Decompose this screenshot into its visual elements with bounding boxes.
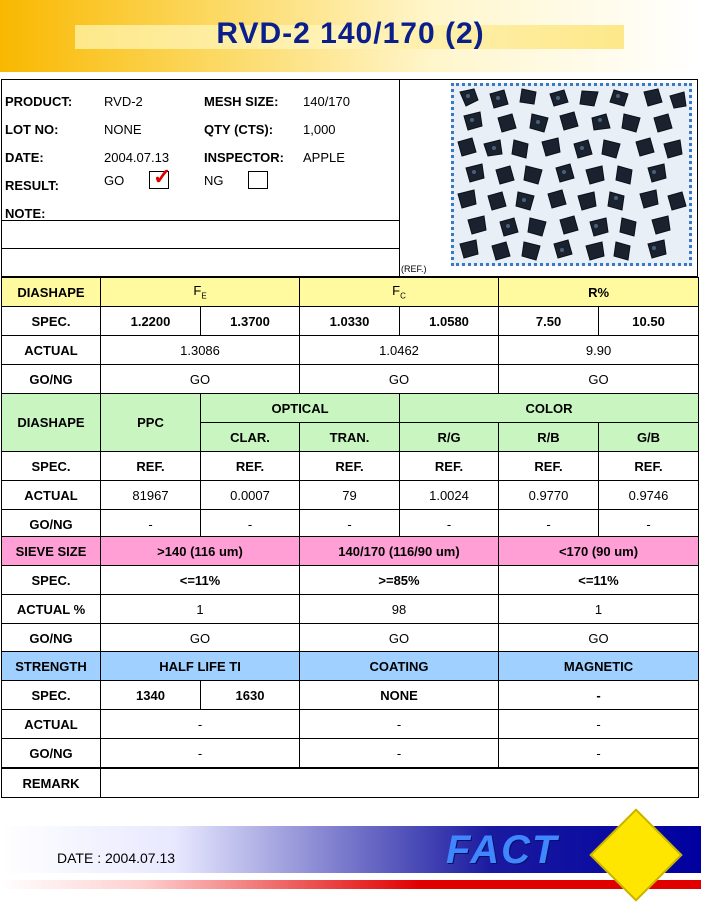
inspector-value: APPLE (303, 150, 345, 165)
fe-symbol: F (193, 283, 202, 299)
sieve-spec-label: SPEC. (2, 566, 101, 595)
ref-note: (REF.) (401, 264, 427, 274)
quality-actual-cell: 1.0024 (400, 481, 499, 510)
shape-gong-cell: GO (499, 365, 699, 394)
shape-spec-cell: 1.0580 (400, 307, 499, 336)
strength-spec-cell: NONE (300, 681, 499, 710)
shape-header-fe (101, 278, 300, 307)
quality-gong-cell: - (101, 510, 201, 539)
sieve-gong-cell: GO (300, 624, 499, 653)
strength-header-halflife: HALF LIFE TI (101, 652, 300, 681)
quality-spec-cell: REF. (300, 452, 400, 481)
page-footer (0, 800, 701, 904)
strength-spec-cell: 1340 (101, 681, 201, 710)
diamond-sample-photo (451, 83, 692, 266)
quality-spec-cell: REF. (499, 452, 599, 481)
info-divider (399, 80, 400, 278)
shape-actual-cell: 1.0462 (300, 336, 499, 365)
quality-actual-cell: 0.9770 (499, 481, 599, 510)
remark-label: REMARK (2, 769, 101, 798)
quality-spec-label: SPEC. (2, 452, 101, 481)
sieve-gong-label: GO/NG (2, 624, 101, 653)
info-panel (1, 79, 698, 277)
lot-value: NONE (104, 122, 142, 137)
fact-logo: FACT (446, 828, 559, 872)
sieve-header-cell: 140/170 (116/90 um) (300, 537, 499, 566)
shape-spec-cell: 7.50 (499, 307, 599, 336)
sieve-header-cell: <170 (90 um) (499, 537, 699, 566)
quality-actual-cell: 81967 (101, 481, 201, 510)
shape-actual-cell: 1.3086 (101, 336, 300, 365)
report-header (0, 0, 701, 72)
quality-gong-cell: - (499, 510, 599, 539)
quality-gong-cell: - (400, 510, 499, 539)
checkmark-icon: ✓ (153, 164, 172, 189)
quality-gong-cell: - (201, 510, 300, 539)
quality-spec-cell: REF. (101, 452, 201, 481)
strength-actual-cell: - (101, 710, 300, 739)
sieve-actual-cell: 1 (101, 595, 300, 624)
quality-header-ppc: PPC (101, 394, 201, 452)
shape-gong-cell: GO (300, 365, 499, 394)
sieve-spec-cell: <=11% (101, 566, 300, 595)
fe-subscript: E (201, 291, 207, 301)
strength-spec-cell: 1630 (201, 681, 300, 710)
footer-date: DATE : 2004.07.13 (57, 850, 176, 866)
shape-gong-label: GO/NG (2, 365, 101, 394)
quality-col-tran: TRAN. (300, 423, 400, 452)
shape-spec-cell: 1.3700 (201, 307, 300, 336)
quality-actual-cell: 79 (300, 481, 400, 510)
quality-gong-cell: - (300, 510, 400, 539)
strength-actual-label: ACTUAL (2, 710, 101, 739)
go-option-label: GO (104, 173, 125, 188)
strength-gong-cell: - (101, 739, 300, 768)
fc-subscript: C (400, 291, 406, 301)
mesh-value: 140/170 (303, 94, 350, 109)
report-title: RVD-2 140/170 (2) (216, 17, 485, 50)
ng-option-label: NG (204, 173, 224, 188)
sieve-spec-cell: >=85% (300, 566, 499, 595)
strength-header-magnetic: MAGNETIC (499, 652, 699, 681)
quality-gong-label: GO/NG (2, 510, 101, 539)
lot-label: LOT NO: (5, 122, 59, 137)
product-value: RVD-2 (104, 94, 143, 109)
date-label: DATE: (5, 150, 44, 165)
sieve-actual-label: ACTUAL % (2, 595, 101, 624)
date-value: 2004.07.13 (104, 150, 170, 165)
shape-spec-label: SPEC. (2, 307, 101, 336)
note-line-2 (2, 248, 399, 249)
quality-spec-cell: REF. (201, 452, 300, 481)
quality-col-rg: R/G (400, 423, 499, 452)
quality-header-diashape: DIASHAPE (2, 394, 101, 452)
qty-value: 1,000 (303, 122, 336, 137)
quality-col-clar: CLAR. (201, 423, 300, 452)
strength-gong-cell: - (300, 739, 499, 768)
shape-actual-label: ACTUAL (2, 336, 101, 365)
go-checkbox[interactable] (149, 164, 172, 189)
sieve-gong-cell: GO (101, 624, 300, 653)
strength-actual-cell: - (300, 710, 499, 739)
shape-header-fc (300, 278, 499, 307)
quality-spec-cell: REF. (599, 452, 699, 481)
quality-actual-label: ACTUAL (2, 481, 101, 510)
sieve-spec-cell: <=11% (499, 566, 699, 595)
strength-spec-label: SPEC. (2, 681, 101, 710)
strength-gong-label: GO/NG (2, 739, 101, 768)
shape-header-r: R% (499, 278, 699, 307)
qty-label: QTY (CTS): (204, 122, 274, 137)
inspector-label: INSPECTOR: (204, 150, 284, 165)
remark-field[interactable] (101, 769, 699, 798)
sieve-actual-cell: 98 (300, 595, 499, 624)
quality-col-rb: R/B (499, 423, 599, 452)
result-label: RESULT: (5, 178, 59, 193)
sieve-gong-cell: GO (499, 624, 699, 653)
quality-gong-cell: - (599, 510, 699, 539)
strength-header-coating: COATING (300, 652, 499, 681)
quality-table (1, 393, 699, 539)
sieve-actual-cell: 1 (499, 595, 699, 624)
quality-header-optical: OPTICAL (201, 394, 400, 423)
shape-spec-cell: 1.2200 (101, 307, 201, 336)
footer-red-stripe (0, 880, 701, 889)
quality-spec-cell: REF. (400, 452, 499, 481)
quality-col-gb: G/B (599, 423, 699, 452)
mesh-label: MESH SIZE: (204, 94, 279, 109)
shape-spec-cell: 10.50 (599, 307, 699, 336)
product-label: PRODUCT: (5, 94, 73, 109)
strength-spec-cell: - (499, 681, 699, 710)
sample-grains-image (454, 86, 689, 263)
remark-table (1, 768, 699, 798)
shape-gong-cell: GO (101, 365, 300, 394)
fc-symbol: F (392, 283, 401, 299)
quality-actual-cell: 0.9746 (599, 481, 699, 510)
strength-gong-cell: - (499, 739, 699, 768)
shape-header-diashape: DIASHAPE (2, 278, 101, 307)
note-label: NOTE: (5, 206, 46, 221)
note-line-1 (2, 220, 399, 221)
quality-header-color: COLOR (400, 394, 699, 423)
shape-actual-cell: 9.90 (499, 336, 699, 365)
sieve-header-cell: >140 (116 um) (101, 537, 300, 566)
strength-actual-cell: - (499, 710, 699, 739)
ng-checkbox[interactable] (248, 171, 268, 189)
quality-actual-cell: 0.0007 (201, 481, 300, 510)
strength-header-label: STRENGTH (2, 652, 101, 681)
shape-table (1, 277, 699, 394)
sieve-header-label: SIEVE SIZE (2, 537, 101, 566)
sieve-table (1, 536, 699, 653)
shape-spec-cell: 1.0330 (300, 307, 400, 336)
strength-table (1, 651, 699, 768)
